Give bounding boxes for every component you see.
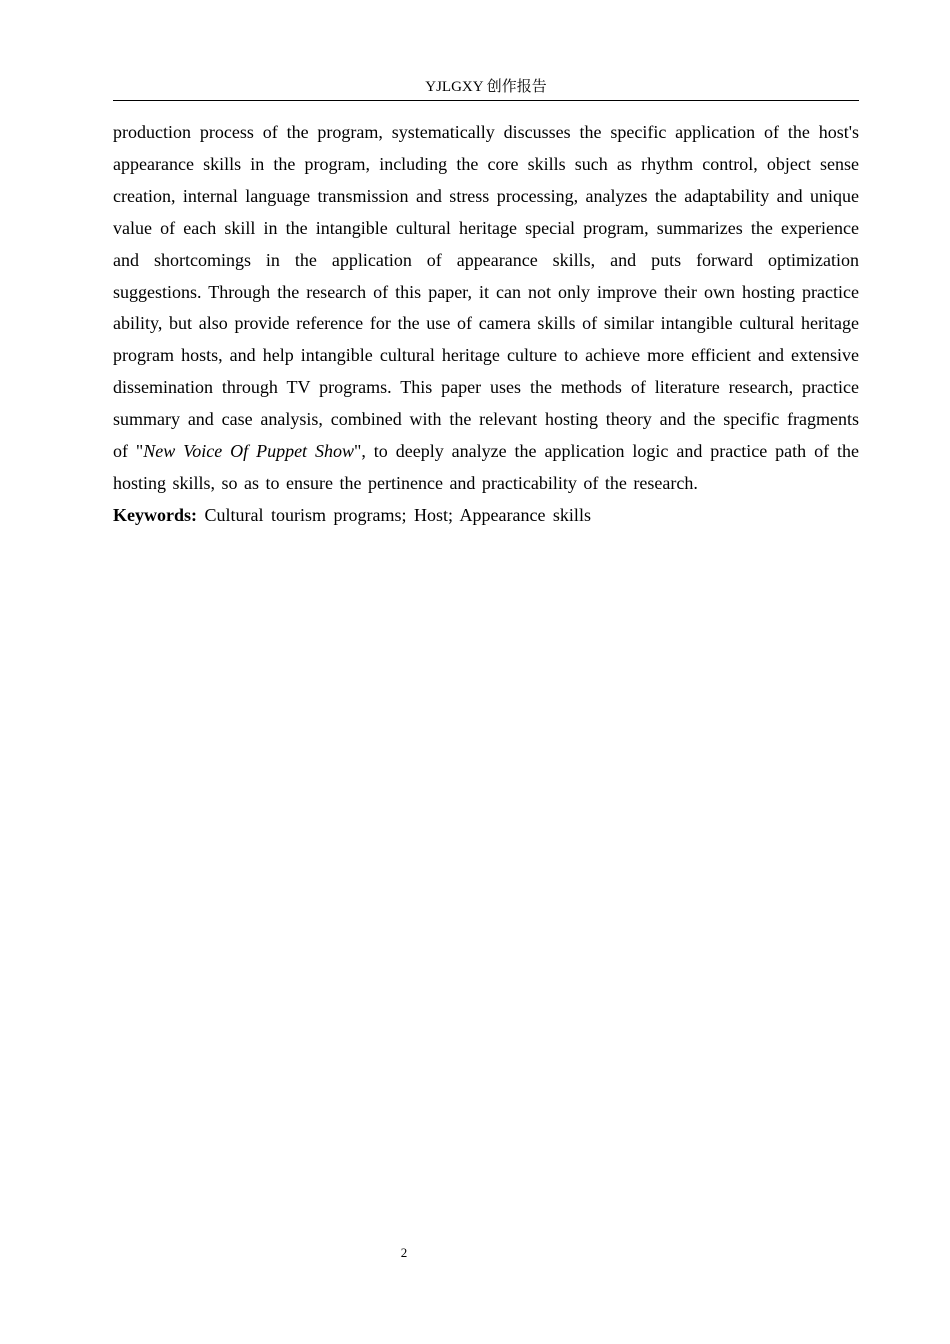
keywords-label: Keywords: xyxy=(113,504,197,525)
page-header: YJLGXY 创作报告 xyxy=(425,79,547,95)
program-title: New Voice Of Puppet Show xyxy=(143,441,355,462)
header-divider xyxy=(113,100,859,101)
keywords-line xyxy=(113,500,859,532)
keywords-text: Cultural tourism programs; Host; Appearance skills xyxy=(204,504,591,525)
page-number: 2 xyxy=(400,1245,408,1260)
abstract-text-part-2: ", to deeply analyze the application logic and practice path of the hosting skills, so as to ensure the pertinence and practicability of the research. xyxy=(113,441,859,493)
abstract-paragraph xyxy=(113,117,859,500)
abstract-text-part-1: production process of the program, systematically discusses the specific application of the host's appearance skills in the program, including the core skills such as rhythm control, object sense creation, internal language transmission and stress processing, analyzes the adaptability and unique value of each skill in the intangible cultural heritage special program, summarizes the experience and shortcomings in the application of appearance skills, and puts forward optimization suggestions. Through the research of this paper, it can not only improve their own hosting practice ability, but also provide reference for the use of camera skills of similar intangible cultural heritage program hosts, and help intangible cultural heritage culture to achieve more efficient and extensive dissemination through TV programs. This paper uses the methods of literature research, practice summary and case analysis, combined with the relevant hosting theory and the specific fragments of " xyxy=(113,122,859,462)
abstract-body xyxy=(113,117,859,532)
